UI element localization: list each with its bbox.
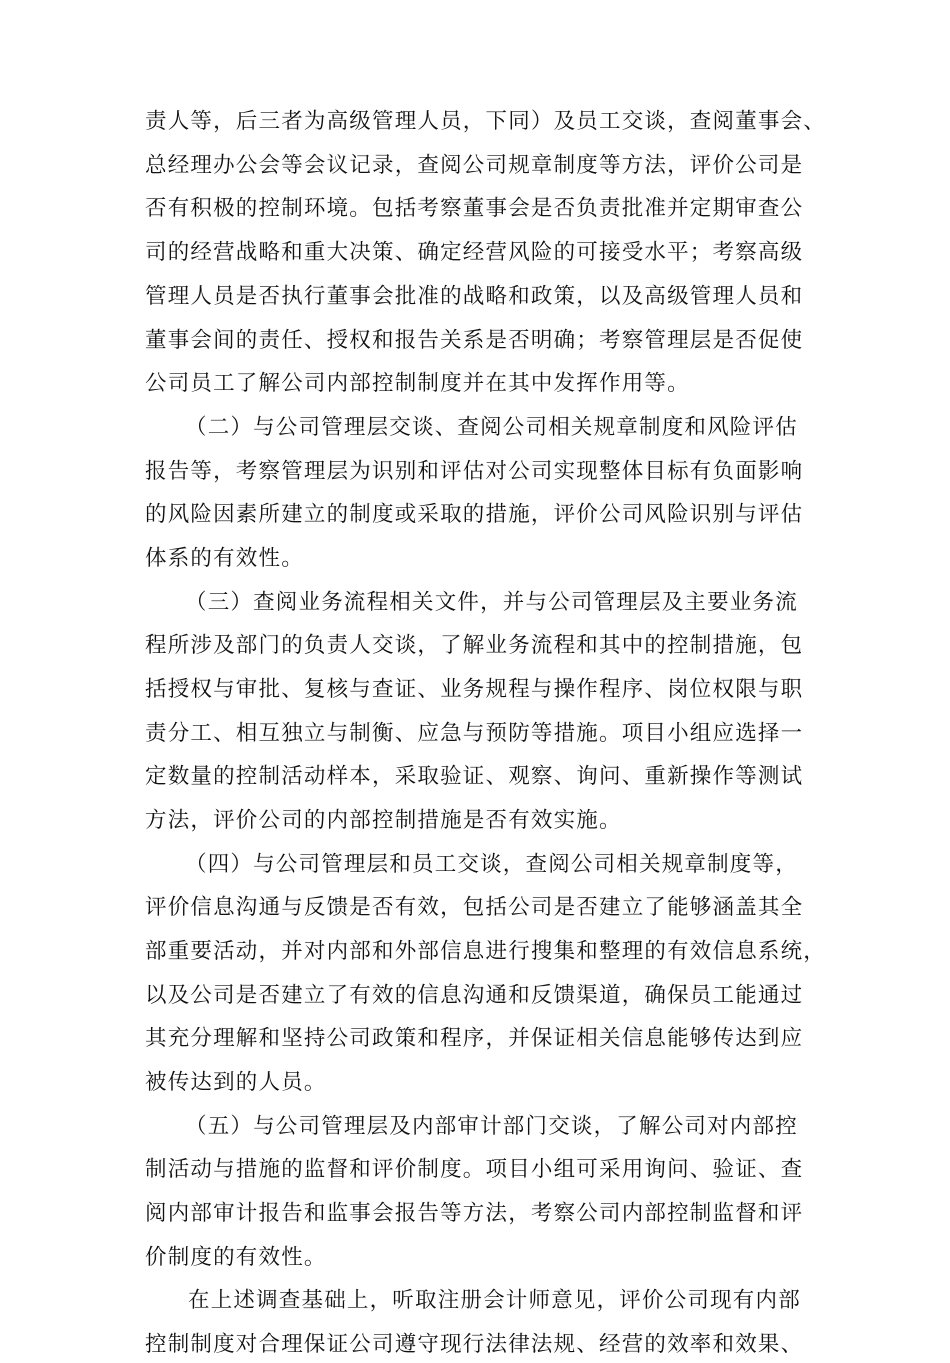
text-line: 否有积极的控制环境。包括考察董事会是否负责批准并定期审查公 xyxy=(145,196,804,221)
text-line: 管理人员是否执行董事会批准的战略和政策，以及高级管理人员和 xyxy=(145,284,804,309)
text-line: 责分工、相互独立与制衡、应急与预防等措施。项目小组应选择一 xyxy=(145,721,804,746)
text-line: 制活动与措施的监督和评价制度。项目小组可采用询问、验证、查 xyxy=(145,1157,804,1182)
text-line: 控制制度对合理保证公司遵守现行法律法规、经营的效率和效果、 xyxy=(145,1332,804,1357)
text-line: 括授权与审批、复核与查证、业务规程与操作程序、岗位权限与职 xyxy=(145,677,804,702)
text-line: 部重要活动，并对内部和外部信息进行搜集和整理的有效信息系统， xyxy=(145,939,827,964)
text-line: 价制度的有效性。 xyxy=(145,1245,327,1270)
text-line: 被传达到的人员。 xyxy=(145,1070,327,1095)
text-line: 定数量的控制活动样本，采取验证、观察、询问、重新操作等测试 xyxy=(145,764,804,789)
text-line: 在上述调查基础上，听取注册会计师意见，评价公司现有内部 xyxy=(188,1288,801,1313)
paragraph-heading-2: （二）与公司管理层交谈、查阅公司相关规章制度和风险评估 xyxy=(185,415,798,440)
text-line: 报告等，考察管理层为识别和评估对公司实现整体目标有负面影响 xyxy=(145,459,804,484)
text-line: 以及公司是否建立了有效的信息沟通和反馈渠道，确保员工能通过 xyxy=(145,983,804,1008)
text-line: 阅内部审计报告和监事会报告等方法，考察公司内部控制监督和评 xyxy=(145,1201,804,1226)
paragraph-heading-3: （三）查阅业务流程相关文件，并与公司管理层及主要业务流 xyxy=(185,590,798,615)
text-line: 方法，评价公司的内部控制措施是否有效实施。 xyxy=(145,808,622,833)
text-line: 评价信息沟通与反馈是否有效，包括公司是否建立了能够涵盖其全 xyxy=(145,895,804,920)
text-line: 其充分理解和坚持公司政策和程序，并保证相关信息能够传达到应 xyxy=(145,1026,804,1051)
paragraph-heading-4: （四）与公司管理层和员工交谈，查阅公司相关规章制度等， xyxy=(185,852,798,877)
text-line: 司的经营战略和重大决策、确定经营风险的可接受水平；考察高级 xyxy=(145,240,804,265)
text-line: 的风险因素所建立的制度或采取的措施，评价公司风险识别与评估 xyxy=(145,502,804,527)
text-line: 程所涉及部门的负责人交谈，了解业务流程和其中的控制措施，包 xyxy=(145,633,804,658)
text-line: 董事会间的责任、授权和报告关系是否明确；考察管理层是否促使 xyxy=(145,328,804,353)
paragraph-heading-5: （五）与公司管理层及内部审计部门交谈，了解公司对内部控 xyxy=(185,1114,798,1139)
text-line: 总经理办公会等会议记录，查阅公司规章制度等方法，评价公司是 xyxy=(145,153,804,178)
text-line: 公司员工了解公司内部控制制度并在其中发挥作用等。 xyxy=(145,371,690,396)
text-line: 体系的有效性。 xyxy=(145,546,304,571)
text-line: 责人等，后三者为高级管理人员，下同）及员工交谈，查阅董事会、 xyxy=(145,109,827,134)
